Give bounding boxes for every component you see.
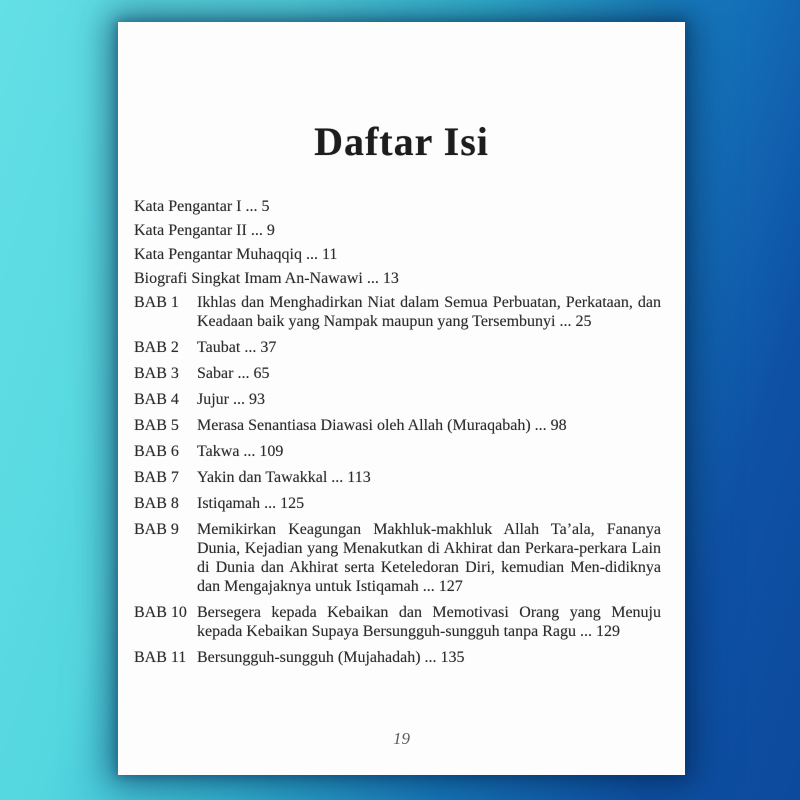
toc-chapter-row <box>134 390 661 409</box>
dots-separator: ... <box>233 391 245 408</box>
dots-separator: ... <box>534 417 547 434</box>
chapter-label: BAB 11 <box>134 649 187 666</box>
entry-label: Kata Pengantar Muhaqqiq <box>134 246 302 263</box>
chapter-title <box>197 338 661 357</box>
entry-page-number: 129 <box>596 623 621 640</box>
dots-separator: ... <box>237 365 250 382</box>
toc-chapter-row <box>134 520 661 596</box>
chapter-label: BAB 2 <box>134 339 179 356</box>
chapter-title-text: Bersegera kepada Kebaikan dan Memotivasi Orang yang Menuju kepada Kebaikan Supaya Bersungguh-sungguh tanpa Ragu <box>197 604 661 640</box>
dots-separator: ... <box>424 649 437 666</box>
chapter-title <box>197 520 661 596</box>
entry-page-number: 93 <box>249 391 265 408</box>
page-title: Daftar Isi <box>314 119 489 164</box>
toc-front-matter-row <box>134 245 661 264</box>
chapter-label: BAB 10 <box>134 604 187 621</box>
entry-label: Kata Pengantar I <box>134 198 242 215</box>
chapter-title <box>197 364 661 383</box>
table-of-contents <box>134 197 661 667</box>
chapter-title-text: Taubat <box>197 339 241 356</box>
entry-page-number: 127 <box>438 578 463 595</box>
chapter-title <box>197 603 661 641</box>
toc-chapter-row <box>134 442 661 461</box>
chapter-title-text: Jujur <box>197 391 229 408</box>
chapter-title <box>197 468 661 487</box>
chapter-title <box>197 293 661 331</box>
toc-front-matter-row <box>134 221 661 240</box>
dots-separator: ... <box>580 623 593 640</box>
toc-chapter-row <box>134 293 661 331</box>
entry-label: Biografi Singkat Imam An-Nawawi <box>134 270 363 287</box>
entry-page-number: 5 <box>261 198 270 215</box>
chapter-title-text: Ikhlas dan Menghadirkan Niat dalam Semua Perbuatan, Perkataan, dan Keadaan baik yang Nampak maupun yang Tersembunyi <box>197 294 661 330</box>
chapter-title-text: Merasa Senantiasa Diawasi oleh Allah (Muraqabah) <box>197 417 531 434</box>
entry-page-number: 9 <box>266 222 275 239</box>
entry-page-number: 98 <box>550 417 567 434</box>
entry-page-number: 11 <box>321 246 338 263</box>
entry-page-number: 135 <box>440 649 465 666</box>
dots-separator: ... <box>559 313 572 330</box>
toc-chapter-row <box>134 648 661 667</box>
dots-separator: ... <box>250 222 263 239</box>
entry-page-number: 125 <box>280 495 305 512</box>
chapter-label: BAB 5 <box>134 417 179 434</box>
entry-page-number: 25 <box>575 313 592 330</box>
dots-separator: ... <box>305 246 318 263</box>
dots-separator: ... <box>243 443 256 460</box>
chapter-title-text: Memikirkan Keagungan Makhluk-makhluk Allah Ta’ala, Fananya Dunia, Kejadian yang Menakutkan di Akhirat dan Perkara-perkara Lain di Dunia dan Akhirat serta Keteledoran Diri, kemudian Men-didiknya dan Mengajaknya untuk Istiqamah <box>197 521 661 595</box>
chapter-title-text: Takwa <box>197 443 240 460</box>
dots-separator: ... <box>244 339 257 356</box>
chapter-label: BAB 9 <box>134 521 179 538</box>
dots-separator: ... <box>264 495 277 512</box>
chapter-title-text: Istiqamah <box>197 495 261 512</box>
dots-separator: ... <box>245 198 258 215</box>
chapter-label: BAB 6 <box>134 443 179 460</box>
entry-page-number: 37 <box>260 339 277 356</box>
entry-page-number: 109 <box>259 443 284 460</box>
chapter-label: BAB 7 <box>134 469 179 486</box>
toc-chapter-row <box>134 468 661 487</box>
page-number: 19 <box>393 729 410 748</box>
chapter-title-text: Bersungguh-sungguh (Mujahadah) <box>197 649 421 666</box>
book-page <box>118 22 685 775</box>
chapter-label: BAB 8 <box>134 495 179 512</box>
chapter-title <box>197 648 661 667</box>
chapter-title-text: Yakin dan Tawakkal <box>197 469 328 486</box>
chapter-title <box>197 442 661 461</box>
toc-chapter-row <box>134 364 661 383</box>
toc-front-matter-row <box>134 269 661 288</box>
chapter-title-text: Sabar <box>197 365 234 382</box>
dots-separator: ... <box>422 578 435 595</box>
toc-chapter-row <box>134 416 661 435</box>
chapter-title <box>197 390 661 409</box>
chapter-label: BAB 4 <box>134 391 179 408</box>
toc-chapter-row <box>134 494 661 513</box>
chapter-title <box>197 494 661 513</box>
chapter-label: BAB 3 <box>134 365 179 382</box>
entry-page-number: 113 <box>347 469 371 486</box>
entry-page-number: 13 <box>382 270 399 287</box>
dots-separator: ... <box>366 270 379 287</box>
toc-chapter-row <box>134 603 661 641</box>
toc-chapter-row <box>134 338 661 357</box>
entry-label: Kata Pengantar II <box>134 222 247 239</box>
toc-front-matter-row <box>134 197 661 216</box>
chapter-title <box>197 416 661 435</box>
dots-separator: ... <box>331 469 344 486</box>
entry-page-number: 65 <box>253 365 270 382</box>
chapter-label: BAB 1 <box>134 294 179 311</box>
